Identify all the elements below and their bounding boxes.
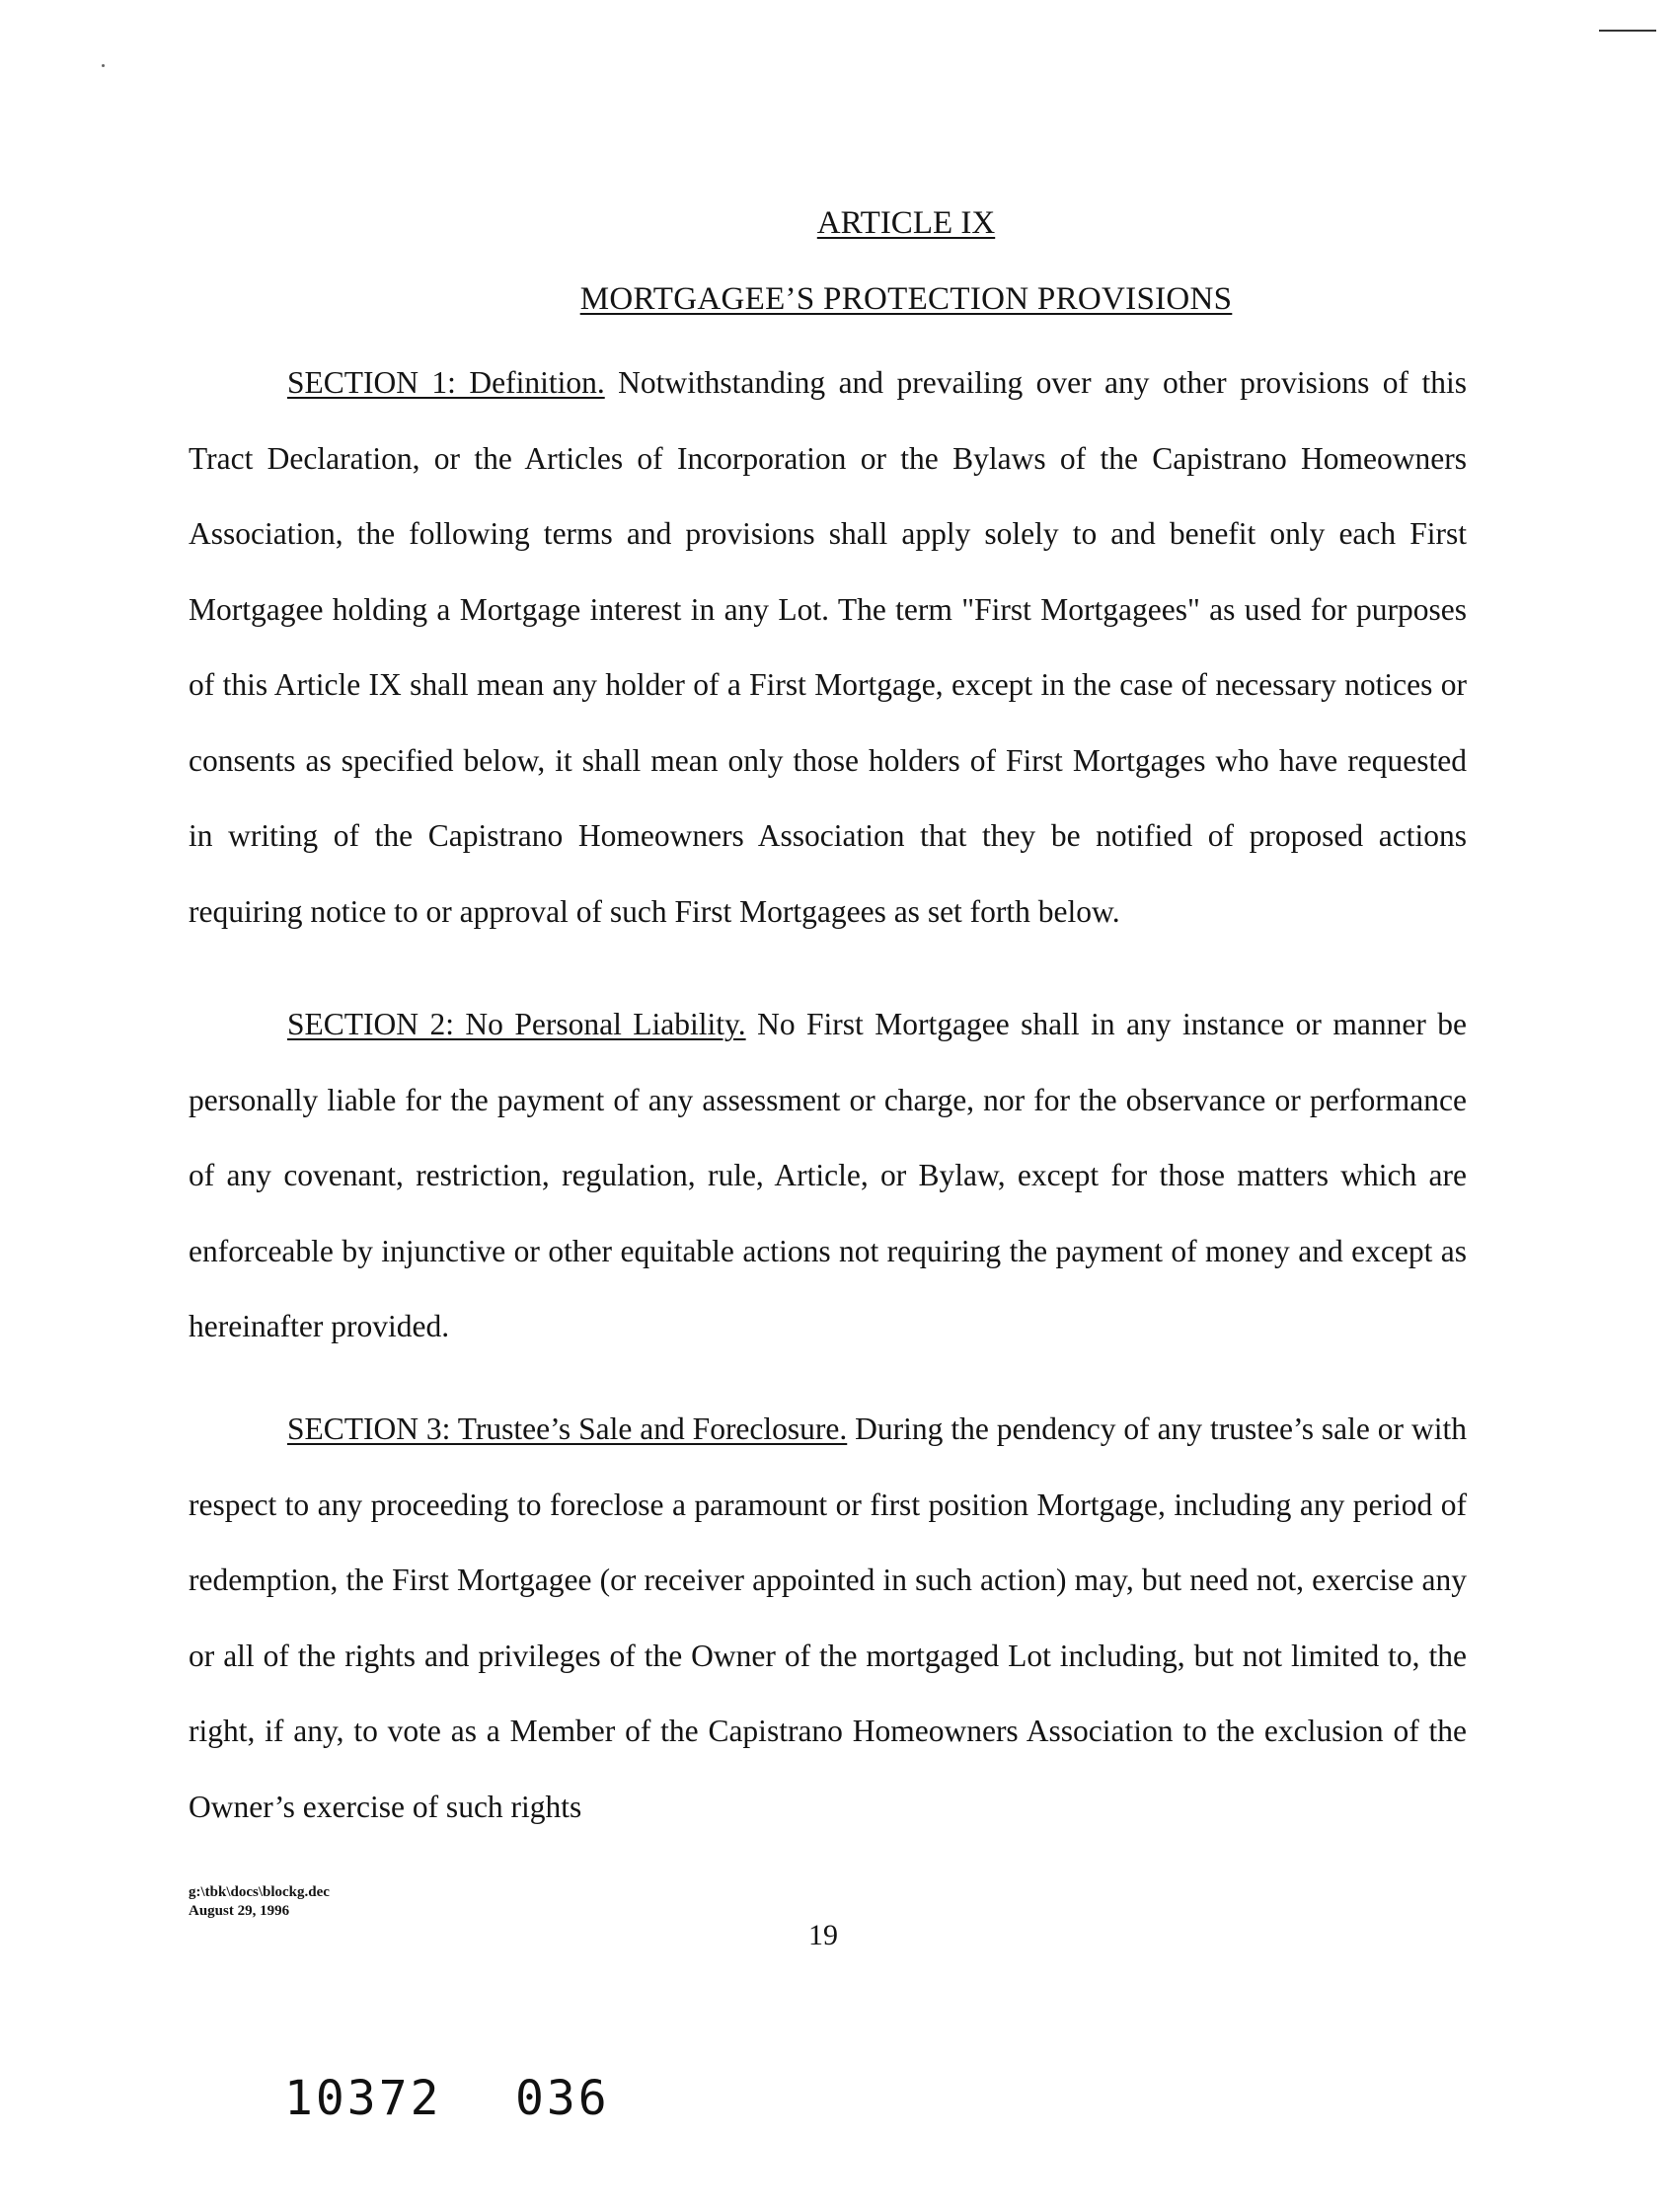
section-3-body: During the pendency of any trustee’s sale or with respect to any proceeding to foreclose a paramount or first position Mortgage, including any period of redemption, the First Mortgagee (or receiver appointed in such action) may, but need not, exercise any or all of the rights and privileges of the Owner of the mortgaged Lot including, but not limited to, the right, if any, to vote as a Member of the Capistrano Homeowners Association to the exclusion of the Owner’s exercise of such rights — [189, 1411, 1467, 1824]
scan-speck — [102, 64, 105, 67]
section-1-heading: SECTION 1: Definition. — [287, 365, 605, 400]
top-edge-rule — [1599, 30, 1656, 32]
footer-date: August 29, 1996 — [189, 1903, 290, 1919]
section-2-body: No First Mortgagee shall in any instance or manner be personally liable for the payment of any assessment or charge, nor for the observance or performance of any covenant, restriction, regulation, rule, Article, or Bylaw, except for those matters which are enforceable by injunctive or other equitable actions not requiring the payment of money and except as hereinafter provided. — [189, 1007, 1467, 1343]
article-title: MORTGAGEE’S PROTECTION PROVISIONS — [579, 281, 1233, 317]
section-1-paragraph — [189, 345, 1467, 950]
recording-stamp-book: 10372 — [284, 2071, 442, 2126]
section-3-heading: SECTION 3: Trustee’s Sale and Foreclosure. — [287, 1411, 848, 1446]
footer-file-path: g:\tbk\docs\blockg.dec — [189, 1884, 330, 1900]
section-3-paragraph — [189, 1392, 1467, 1845]
recording-stamp-page: 036 — [515, 2071, 610, 2126]
article-number: ARTICLE IX — [816, 205, 996, 241]
section-1-body: Notwithstanding and prevailing over any other provisions of this Tract Declaration, or the Articles of Incorporation or the Bylaws of the Capistrano Homeowners Association, the following terms and provisions shall apply solely to and benefit only each First Mortgagee holding a Mortgage interest in any Lot. The term "First Mortgagees" as used for purposes of this Article IX shall mean any holder of a First Mortgage, except in the case of necessary notices or consents as specified below, it shall mean only those holders of First Mortgages who have requested in writing of the Capistrano Homeowners Association that they be notified of proposed actions requiring notice to or approval of such First Mortgagees as set forth below. — [189, 365, 1467, 929]
footer-file-info — [189, 1883, 330, 1921]
section-2-heading: SECTION 2: No Personal Liability. — [287, 1007, 746, 1041]
page-number: 19 — [808, 1919, 838, 1951]
section-2-paragraph — [189, 987, 1467, 1365]
